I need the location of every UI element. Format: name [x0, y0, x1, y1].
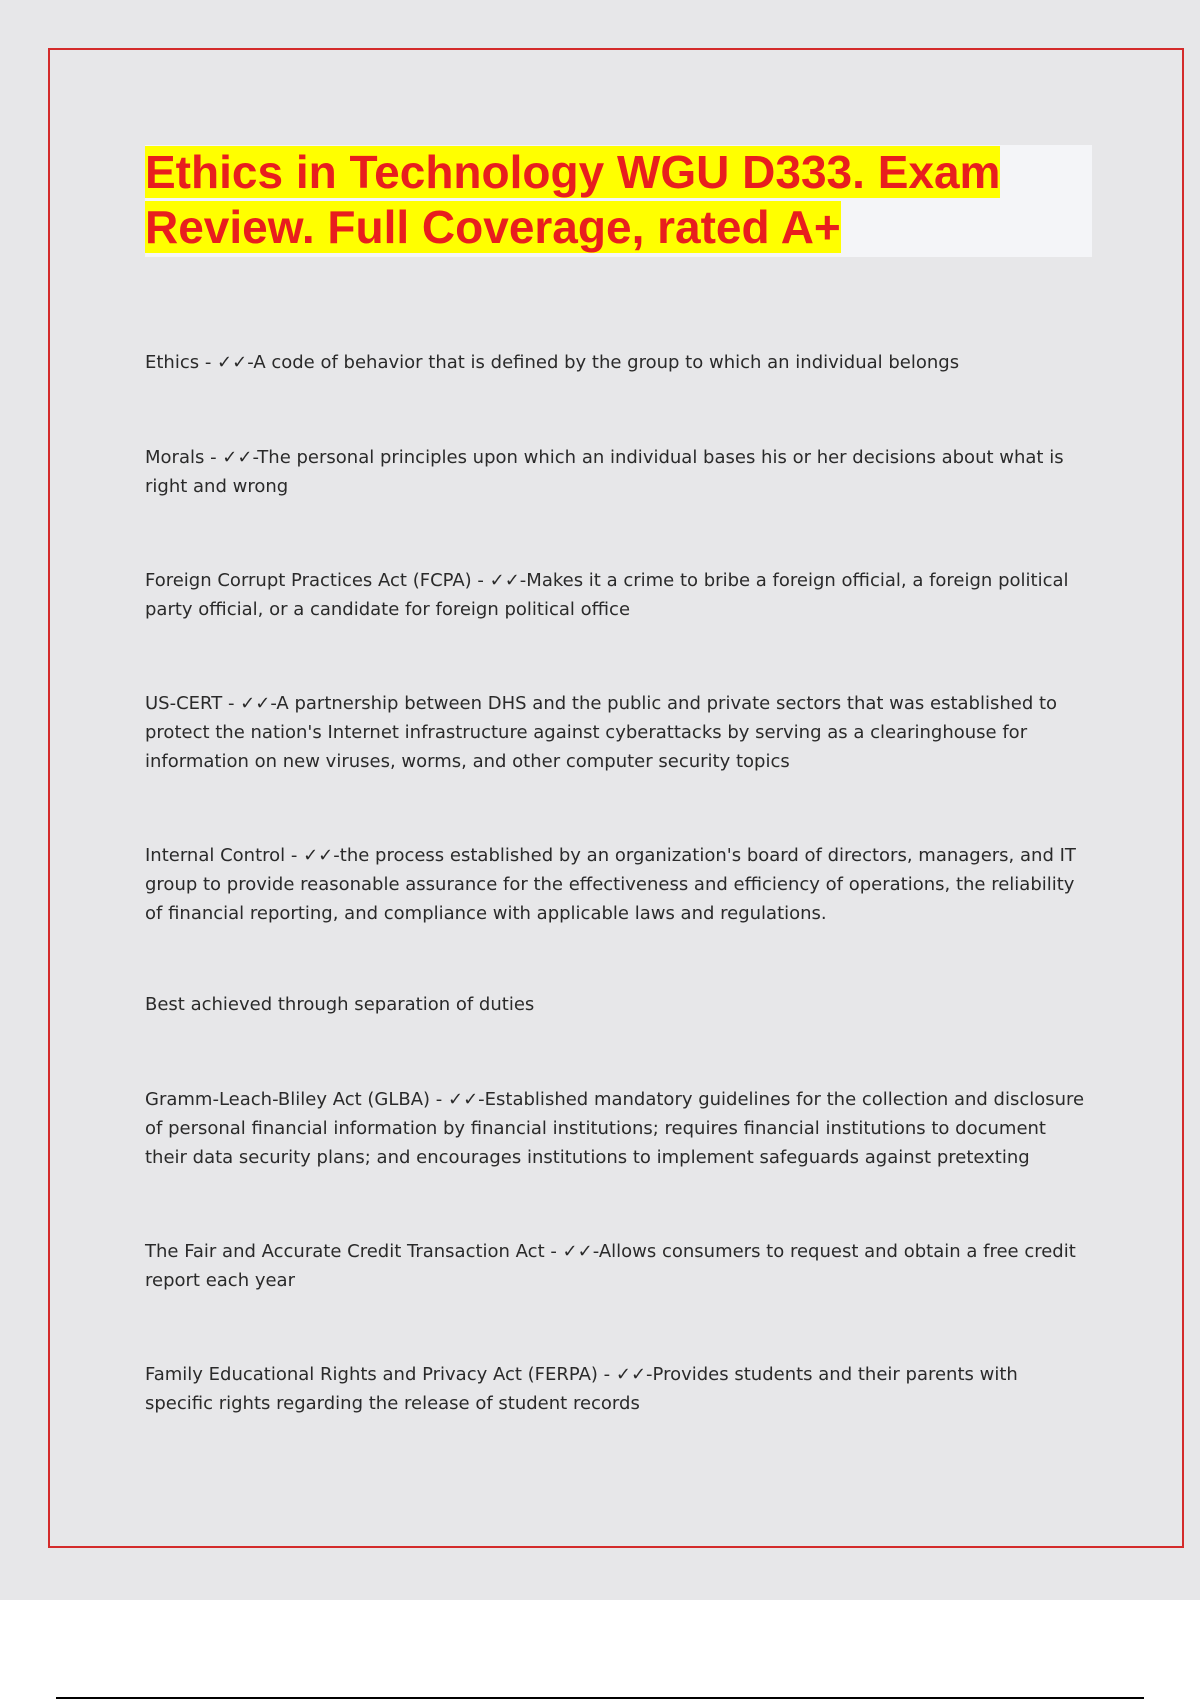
entry-ferpa: Family Educational Rights and Privacy Act (FERPA) - ✓✓-Provides students and their parents with specific rights regarding the release of student records [145, 1364, 1018, 1414]
entry-us-cert: US-CERT - ✓✓-A partnership between DHS and the public and private sectors that was established to protect the nation's Internet infrastructure against cyberattacks by serving as a clearinghouse for information on new viruses, worms, and other computer security topics [145, 693, 1058, 772]
title-highlight: Ethics in Technology WGU D333. Exam Review. Full Coverage, rated A+ [145, 146, 1001, 253]
entry-fact-act: The Fair and Accurate Credit Transaction Act - ✓✓-Allows consumers to request and obtain a free credit report each year [145, 1241, 1076, 1291]
entry-ethics: Ethics - ✓✓-A code of behavior that is defined by the group to which an individual belongs [145, 352, 960, 373]
entry-internal-control: Internal Control - ✓✓-the process established by an organization's board of directors, managers, and IT group to provide reasonable assurance for the effectiveness and efficiency of operations, the reliability of financial reporting, and compliance with applicable laws and regulations. [145, 845, 1076, 924]
entry-glba: Gramm-Leach-Bliley Act (GLBA) - ✓✓-Established mandatory guidelines for the collection and disclosure of personal financial information by financial institutions; requires financial institutions to document their data security plans; and encourages institutions to implement safeguards against pretexting [145, 1089, 1085, 1168]
entry-separation-of-duties: Best achieved through separation of duties [145, 994, 535, 1015]
entry-fcpa: Foreign Corrupt Practices Act (FCPA) - ✓✓-Makes it a crime to bribe a foreign official, a foreign political party official, or a candidate for foreign political office [145, 570, 1069, 620]
page-border [48, 48, 1184, 1548]
document-title [145, 145, 1045, 255]
title-block [145, 145, 1092, 257]
entry-morals: Morals - ✓✓-The personal principles upon which an individual bases his or her decisions about what is right and wrong [145, 447, 1064, 497]
bottom-rule [56, 1697, 1144, 1699]
